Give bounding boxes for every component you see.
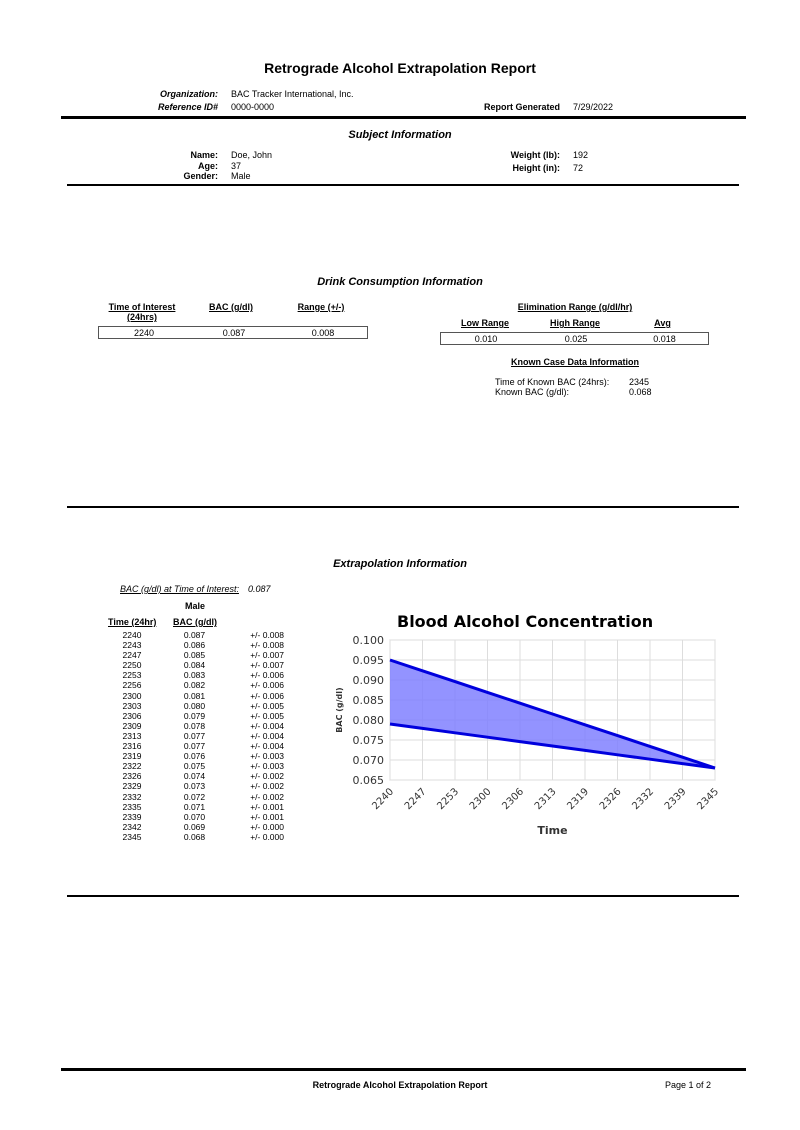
bac-cell: 0.071 <box>183 801 206 812</box>
table-row <box>107 680 284 690</box>
table-row <box>107 781 284 791</box>
time-cell: 2240 <box>122 630 142 640</box>
time-cell: 2253 <box>122 670 142 681</box>
header-divider <box>61 116 746 119</box>
range-cell: +/- 0.006 <box>250 670 284 681</box>
bac-cell: 0.069 <box>183 821 206 832</box>
elimination-range-heading: Elimination Range (g/dl/hr) <box>517 302 633 312</box>
bac-cell: 0.083 <box>183 670 206 681</box>
y-tick-label: 0.095 <box>352 654 384 667</box>
bac-cell: 0.070 <box>183 811 206 822</box>
table-row <box>107 802 284 812</box>
subject-heading: Subject Information <box>348 129 452 141</box>
bac-cell: 0.084 <box>183 660 206 671</box>
time-cell: 2250 <box>122 660 142 671</box>
y-axis-label: BAC (g/dl) <box>335 687 344 733</box>
time-cell: 2309 <box>122 720 142 731</box>
table-row <box>107 670 284 680</box>
table-row <box>107 640 284 650</box>
time-of-interest-header: Time of Interest (24hrs) <box>108 302 176 322</box>
extrapolation-heading: Extrapolation Information <box>333 558 467 570</box>
low-range-value: 0.010 <box>474 333 498 344</box>
table-row <box>107 792 284 802</box>
range-cell: +/- 0.007 <box>250 650 284 661</box>
gender-label: Gender: <box>183 171 218 181</box>
time-cell: 2322 <box>122 761 142 772</box>
range-cell: +/- 0.004 <box>250 730 284 741</box>
x-tick-label: 2313 <box>532 786 559 813</box>
x-tick-label: 2300 <box>467 786 494 813</box>
range-cell: +/- 0.003 <box>250 761 284 772</box>
time-cell: 2247 <box>122 650 142 661</box>
bac-cell: 0.079 <box>183 710 206 721</box>
time-cell: 2303 <box>122 700 142 711</box>
bac-cell: 0.074 <box>183 771 206 782</box>
drink-values-row <box>98 326 368 339</box>
known-time-value: 2345 <box>629 377 650 387</box>
range-cell: +/- 0.008 <box>250 630 284 640</box>
range-cell: +/- 0.002 <box>250 781 284 792</box>
y-tick-label: 0.075 <box>352 734 384 747</box>
range-cell: +/- 0.000 <box>250 831 284 842</box>
extrapolation-table <box>107 630 284 842</box>
x-tick-label: 2247 <box>402 786 429 813</box>
page-number: Page 1 of 2 <box>665 1080 712 1090</box>
bac-chart <box>330 630 730 850</box>
range-cell: +/- 0.005 <box>250 710 284 721</box>
known-bac-value: 0.068 <box>629 387 652 397</box>
table-row <box>107 761 284 771</box>
table-row <box>107 660 284 670</box>
report-generated-label: Report Generated <box>483 102 560 112</box>
bac-at-time-label: BAC (g/dl) at Time of Interest: <box>120 584 239 594</box>
y-tick-label: 0.070 <box>352 754 384 767</box>
extrapolation-divider <box>67 895 739 897</box>
table-row <box>107 711 284 721</box>
low-range-header: Low Range <box>460 318 509 328</box>
known-time-label: Time of Known BAC (24hrs): <box>495 377 610 387</box>
x-tick-label: 2332 <box>630 786 657 813</box>
range-value: 0.008 <box>311 327 335 338</box>
known-case-heading: Known Case Data Information <box>510 357 639 367</box>
bac-cell: 0.076 <box>183 751 206 762</box>
table-row <box>107 741 284 751</box>
y-tick-label: 0.080 <box>352 714 384 727</box>
drink-divider <box>67 506 739 508</box>
bac-cell: 0.078 <box>183 720 206 731</box>
bac-value: 0.087 <box>222 327 246 338</box>
time-cell: 2300 <box>122 690 142 701</box>
bac-cell: 0.072 <box>183 791 206 802</box>
bac-cell: 0.087 <box>183 630 206 640</box>
x-tick-label: 2345 <box>695 786 722 813</box>
name-value: Doe, John <box>231 150 273 160</box>
x-tick-label: 2339 <box>662 786 689 813</box>
high-range-header: High Range <box>549 318 600 328</box>
bac-column-header: BAC (g/dl) <box>173 617 217 627</box>
time-cell: 2316 <box>122 741 142 752</box>
range-cell: +/- 0.001 <box>250 801 284 812</box>
avg-header: Avg <box>654 318 671 328</box>
range-cell: +/- 0.008 <box>250 640 284 651</box>
bac-cell: 0.085 <box>183 650 206 661</box>
range-cell: +/- 0.004 <box>250 720 284 731</box>
table-row <box>107 832 284 842</box>
y-tick-label: 0.090 <box>352 674 384 687</box>
bac-cell: 0.086 <box>183 640 206 651</box>
range-header: Range (+/-) <box>297 302 345 312</box>
table-row <box>107 751 284 761</box>
x-tick-label: 2319 <box>565 786 592 813</box>
range-cell: +/- 0.002 <box>250 791 284 802</box>
weight-value: 192 <box>573 150 589 160</box>
bac-cell: 0.081 <box>183 690 206 701</box>
x-tick-label: 2326 <box>597 786 624 813</box>
bac-at-time-value: 0.087 <box>248 584 271 594</box>
organization-label: Organization: <box>160 89 218 99</box>
bac-cell: 0.073 <box>183 781 206 792</box>
table-row <box>107 630 284 640</box>
bac-header: BAC (g/dl) <box>209 302 253 312</box>
table-row <box>107 812 284 822</box>
time-cell: 2345 <box>122 831 142 842</box>
y-tick-label: 0.100 <box>352 634 384 647</box>
x-tick-label: 2306 <box>500 786 527 813</box>
time-of-interest-value: 2240 <box>133 327 155 338</box>
range-cell: +/- 0.001 <box>250 811 284 822</box>
report-title: Retrograde Alcohol Extrapolation Report <box>264 60 536 76</box>
time-cell: 2243 <box>122 640 142 651</box>
age-label: Age: <box>198 161 218 171</box>
time-cell: 2332 <box>122 791 142 802</box>
bac-cell: 0.068 <box>183 831 206 842</box>
avg-value: 0.018 <box>653 333 676 344</box>
bac-cell: 0.082 <box>183 680 206 691</box>
y-tick-label: 0.065 <box>352 774 384 787</box>
gender-value: Male <box>231 171 251 181</box>
time-cell: 2256 <box>122 680 142 691</box>
table-row <box>107 701 284 711</box>
bac-cell: 0.077 <box>183 730 206 741</box>
range-cell: +/- 0.006 <box>250 680 284 691</box>
weight-label: Weight (lb): <box>510 150 560 160</box>
x-tick-label: 2240 <box>370 786 397 813</box>
chart-title: Blood Alcohol Concentration <box>397 612 654 631</box>
time-cell: 2342 <box>122 821 142 832</box>
table-row <box>107 731 284 741</box>
footer-title: Retrograde Alcohol Extrapolation Report <box>312 1080 488 1090</box>
range-cell: +/- 0.004 <box>250 741 284 752</box>
range-cell: +/- 0.003 <box>250 751 284 762</box>
time-cell: 2326 <box>122 771 142 782</box>
table-row <box>107 650 284 660</box>
reference-label: Reference ID# <box>157 102 218 112</box>
bac-cell: 0.077 <box>183 741 206 752</box>
range-cell: +/- 0.000 <box>250 821 284 832</box>
gender-column-label: Male <box>184 601 205 611</box>
time-cell: 2319 <box>122 751 142 762</box>
time-cell: 2335 <box>122 801 142 812</box>
age-value: 37 <box>231 161 242 171</box>
time-cell: 2306 <box>122 710 142 721</box>
subject-divider <box>67 184 739 186</box>
range-cell: +/- 0.006 <box>250 690 284 701</box>
range-cell: +/- 0.002 <box>250 771 284 782</box>
x-tick-label: 2253 <box>435 786 462 813</box>
height-label: Height (in): <box>512 163 560 173</box>
footer-divider <box>61 1068 746 1071</box>
bac-cell: 0.075 <box>183 761 206 772</box>
y-tick-label: 0.085 <box>352 694 384 707</box>
height-value: 72 <box>573 163 584 173</box>
table-row <box>107 721 284 731</box>
time-cell: 2329 <box>122 781 142 792</box>
time-cell: 2339 <box>122 811 142 822</box>
table-row <box>107 771 284 781</box>
time-column-header: Time (24hr) <box>108 617 157 627</box>
name-label: Name: <box>190 150 218 160</box>
time-cell: 2313 <box>122 730 142 741</box>
report-generated-value: 7/29/2022 <box>573 102 614 112</box>
range-cell: +/- 0.007 <box>250 660 284 671</box>
range-cell: +/- 0.005 <box>250 700 284 711</box>
x-axis-label: Time <box>537 824 568 837</box>
elimination-values-row <box>440 332 709 345</box>
reference-value: 0000-0000 <box>231 102 275 112</box>
known-bac-label: Known BAC (g/dl): <box>495 387 570 397</box>
organization-value: BAC Tracker International, Inc. <box>231 89 354 99</box>
drink-heading: Drink Consumption Information <box>317 276 483 288</box>
table-row <box>107 822 284 832</box>
bac-cell: 0.080 <box>183 700 206 711</box>
table-row <box>107 691 284 701</box>
high-range-value: 0.025 <box>564 333 588 344</box>
